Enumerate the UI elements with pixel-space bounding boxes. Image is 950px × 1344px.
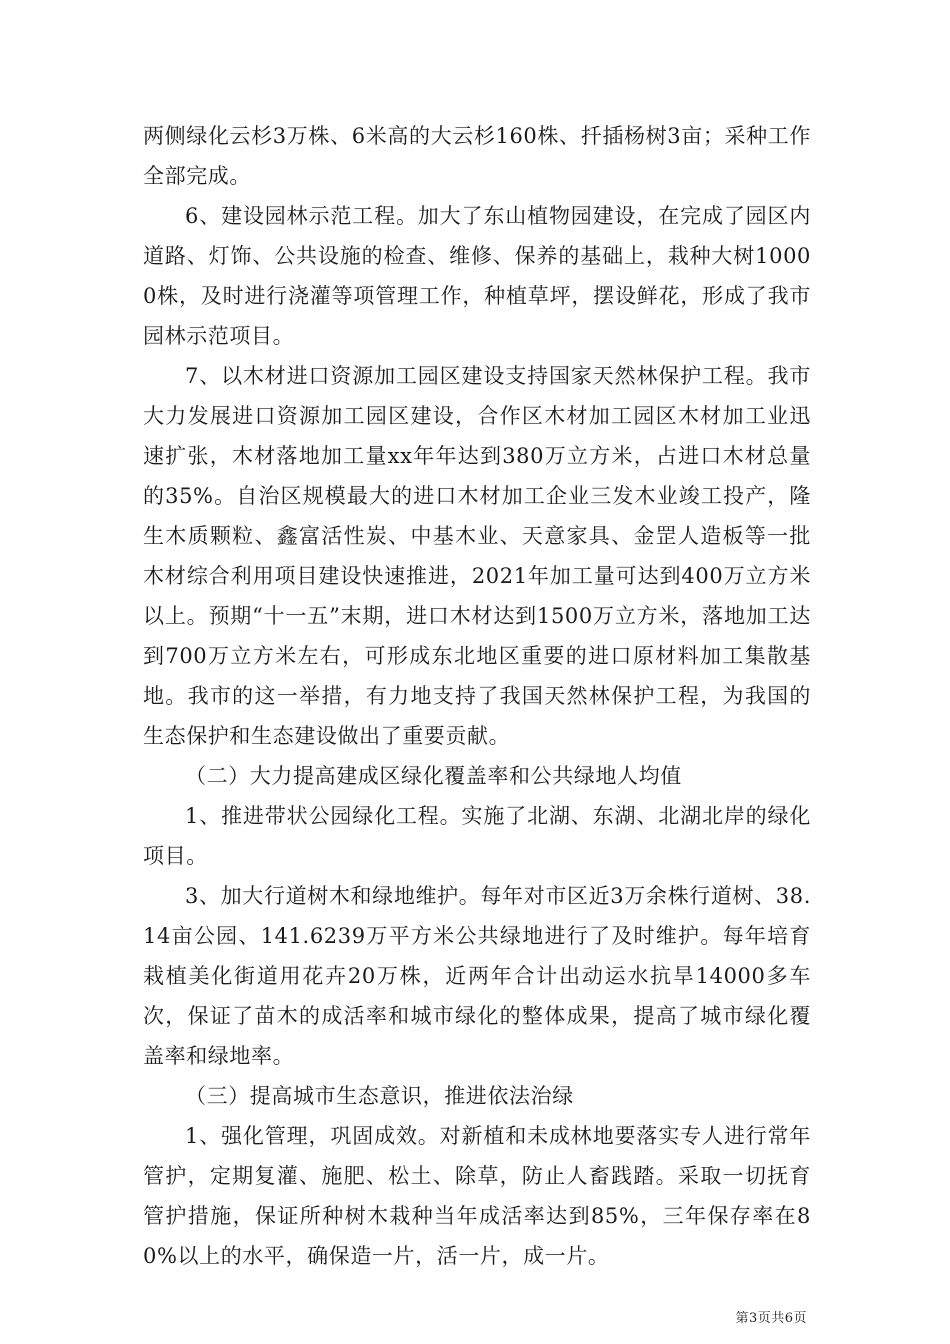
paragraph-item-1-management: 1、强化管理，巩固成效。对新植和未成林地要落实专人进行常年管护，定期复灌、施肥、松土、除草，防止人畜践踏。采取一切抚育管护措施，保证所种树木栽种当年成活率达到85%，三年保存率在80%以上的水平，确保造一片，活一片，成一片。 (143, 1124, 811, 1268)
page-number: 第3页共6页 (735, 1311, 807, 1326)
paragraph-item-6: 6、建设园林示范工程。加大了东山植物园建设，在完成了园区内道路、灯饰、公共设施的检查、维修、保养的基础上，栽种大树10000株，及时进行浇灌等项管理工作，种植草坪，摆设鲜花，形成了我市园林示范项目。 (143, 204, 811, 348)
document-body (143, 116, 811, 1276)
section-heading-3: （三）提高城市生态意识，推进依法治绿 (185, 1084, 574, 1108)
paragraph-item-3: 3、加大行道树木和绿地维护。每年对市区近3万余株行道树、38.14亩公园、141.6239万平方米公共绿地进行了及时维护。每年培育栽植美化街道用花卉20万株，近两年合计出动运水抗旱14000多车次，保证了苗木的成活率和城市绿化的整体成果，提高了城市绿化覆盖率和绿地率。 (143, 884, 811, 1068)
paragraph-item-1: 1、推进带状公园绿化工程。实施了北湖、东湖、北湖北岸的绿化项目。 (143, 804, 811, 868)
paragraph-continuation: 两侧绿化云杉3万株、6米高的大云杉160株、扦插杨树3亩；采种工作全部完成。 (143, 124, 811, 188)
paragraph-item-7: 7、以木材进口资源加工园区建设支持国家天然林保护工程。我市大力发展进口资源加工园区建设，合作区木材加工园区木材加工业迅速扩张，木材落地加工量xx年年达到380万立方米，占进口木材总量的35%。自治区规模最大的进口木材加工企业三发木业竣工投产，隆生木质颗粒、鑫富活性炭、中基木业、天意家具、金罡人造板等一批木材综合利用项目建设快速推进，2021年加工量可达到400万立方米以上。预期“十一五”末期，进口木材达到1500万立方米，落地加工达到700万立方米左右，可形成东北地区重要的进口原材料加工集散基地。我市的这一举措，有力地支持了我国天然林保护工程，为我国的生态保护和生态建设做出了重要贡献。 (143, 364, 811, 748)
section-heading-2: （二）大力提高建成区绿化覆盖率和公共绿地人均值 (185, 764, 682, 788)
